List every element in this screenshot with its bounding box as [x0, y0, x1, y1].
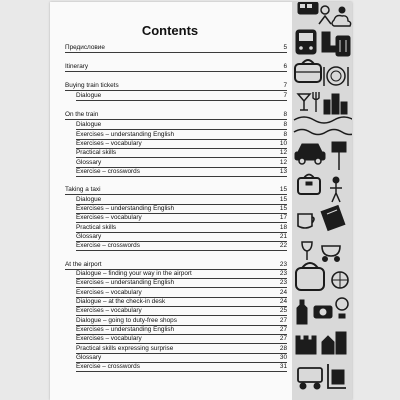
toc-entry-label: Itinerary: [65, 63, 89, 70]
toc-entry-label: Exercise – crosswords: [76, 363, 140, 370]
toc-section: [65, 62, 287, 72]
toc-underline: [65, 71, 287, 72]
train-icon: [296, 30, 316, 54]
hot-air-balloon-icon: [336, 298, 348, 318]
toc-entry-label: Dialogue: [76, 196, 102, 203]
toc-page-number: 18: [279, 224, 287, 231]
toc-page-number: 15: [279, 186, 287, 193]
toc-entry-label: Exercises – understanding English: [76, 205, 175, 212]
toc-page-number: 25: [279, 307, 287, 314]
toc-page-number: 23: [279, 270, 287, 277]
cup-icon: [298, 214, 314, 228]
sun-icon: [339, 7, 345, 13]
travel-doodles: [292, 2, 352, 400]
toc-entry-label: Glossary: [76, 354, 102, 361]
toc-underline: [76, 176, 287, 177]
toc-underline: [76, 371, 287, 372]
toc-page-number: 27: [279, 317, 287, 324]
toc-page-number: 15: [279, 196, 287, 203]
toc-entry-label: Exercises – vocabulary: [76, 335, 142, 342]
toc-underline: [76, 250, 287, 251]
toc-page-number: 8: [283, 111, 287, 118]
toc-entry-label: Taking a taxi: [65, 186, 101, 193]
toc-entry-label: Exercise – crosswords: [76, 242, 140, 249]
toc-page-number: 8: [283, 121, 287, 128]
toc-entry-label: Dialogue: [76, 121, 102, 128]
suitcase-icon: [336, 36, 350, 56]
ticket-icon: [321, 206, 345, 231]
toc-entry-label: Glossary: [76, 159, 102, 166]
luggage-trolley-icon: [298, 364, 346, 389]
toc-section: [65, 110, 287, 120]
toc-entry-label: Dialogue – finding your way in the airport: [76, 270, 192, 277]
toc-section: [65, 185, 287, 195]
toc-entry-label: Dialogue – at the check-in desk: [76, 298, 166, 305]
toc-page-number: 24: [279, 289, 287, 296]
toc-page-number: 24: [279, 298, 287, 305]
bag-icon: [295, 60, 321, 82]
toc-page-number: 23: [279, 261, 287, 268]
toc-entry-label: On the train: [65, 111, 99, 118]
toc-page-number: 8: [283, 131, 287, 138]
toc-entry-label: Exercises – vocabulary: [76, 289, 142, 296]
toc-subentry: [65, 334, 287, 344]
toc-entry-label: Practical skills: [76, 224, 117, 231]
toc-page-number: 22: [279, 242, 287, 249]
toc-page-number: 21: [279, 233, 287, 240]
toc-page-number: 12: [279, 159, 287, 166]
toc-page-number: 13: [279, 168, 287, 175]
toc-page-number: 28: [279, 345, 287, 352]
toc-entry-label: Practical skills expressing surprise: [76, 345, 174, 352]
toc-entry-label: Practical skills: [76, 149, 117, 156]
toc-subentry: [65, 362, 287, 372]
person-icon: [319, 6, 331, 24]
toc-subentry: [65, 241, 287, 251]
car-icon: [295, 144, 325, 164]
citrus-slice-icon: [332, 272, 348, 288]
toc-entry-label: Dialogue: [76, 92, 102, 99]
wine-glass-icon: [302, 242, 312, 260]
toc-subentry: [65, 91, 287, 101]
toc-underline: [76, 100, 287, 101]
toc-page-number: 17: [279, 214, 287, 221]
toc-page-number: 27: [279, 335, 287, 342]
toc-subentry: [65, 306, 287, 316]
toc-entry-label: Exercises – understanding English: [76, 326, 175, 333]
toc-entry-label: Buying train tickets: [65, 82, 119, 89]
toc-entry-label: Exercises – vocabulary: [76, 307, 142, 314]
toc-entry-label: Exercises – vocabulary: [76, 214, 142, 221]
toc-section: [65, 81, 287, 91]
fork-icon: [313, 92, 319, 112]
toc-page-number: 12: [279, 149, 287, 156]
toc-page-number: 23: [279, 279, 287, 286]
toc-subentry: [65, 120, 287, 130]
handbag-icon: [298, 175, 320, 195]
toc-page-number: 15: [279, 205, 287, 212]
toc-entry-label: Предисловие: [65, 44, 105, 51]
plate-with-cutlery-icon: [324, 67, 348, 86]
cocktail-icon: [298, 94, 310, 110]
toc-page-number: 6: [283, 63, 287, 70]
toc-underline: [65, 52, 287, 53]
book-page: [50, 2, 352, 400]
road-sign-icon: [332, 142, 346, 170]
toc-entry-label: Dialogue – going to duty-free shops: [76, 317, 177, 324]
toc-page-number: 5: [283, 44, 287, 51]
bag-icon-lower: [296, 263, 324, 290]
toc-entry-label: Exercises – understanding English: [76, 279, 175, 286]
pram-icon: [322, 246, 340, 262]
toc-entry-label: Exercises – understanding English: [76, 131, 175, 138]
toc-page-number: 27: [279, 326, 287, 333]
toc-subentry: [65, 167, 287, 177]
illustration-strip: [292, 2, 352, 400]
toc-subentry: [65, 148, 287, 158]
toc-page-number: 10: [279, 140, 287, 147]
toc-entry-label: Exercises – vocabulary: [76, 140, 142, 147]
toc-subentry: [65, 213, 287, 223]
bus-icon: [298, 2, 318, 14]
toc-section: [65, 43, 287, 53]
toc-page-number: 31: [279, 363, 287, 370]
toc-page-number: 7: [283, 92, 287, 99]
person-with-bag-icon: [330, 177, 342, 202]
toc-entry-label: At the airport: [65, 261, 102, 268]
toc-page-number: 7: [283, 82, 287, 89]
toc-page-number: 30: [279, 354, 287, 361]
cloud-icon: [332, 16, 351, 27]
toc-entry-label: Glossary: [76, 233, 102, 240]
castle-icon: [296, 332, 346, 354]
toc-subentry: [65, 278, 287, 288]
bottle-icon: [297, 300, 307, 324]
toc-entry-label: Exercise – crosswords: [76, 168, 140, 175]
page-title: Contents: [141, 23, 199, 38]
camera-icon: [314, 306, 332, 318]
